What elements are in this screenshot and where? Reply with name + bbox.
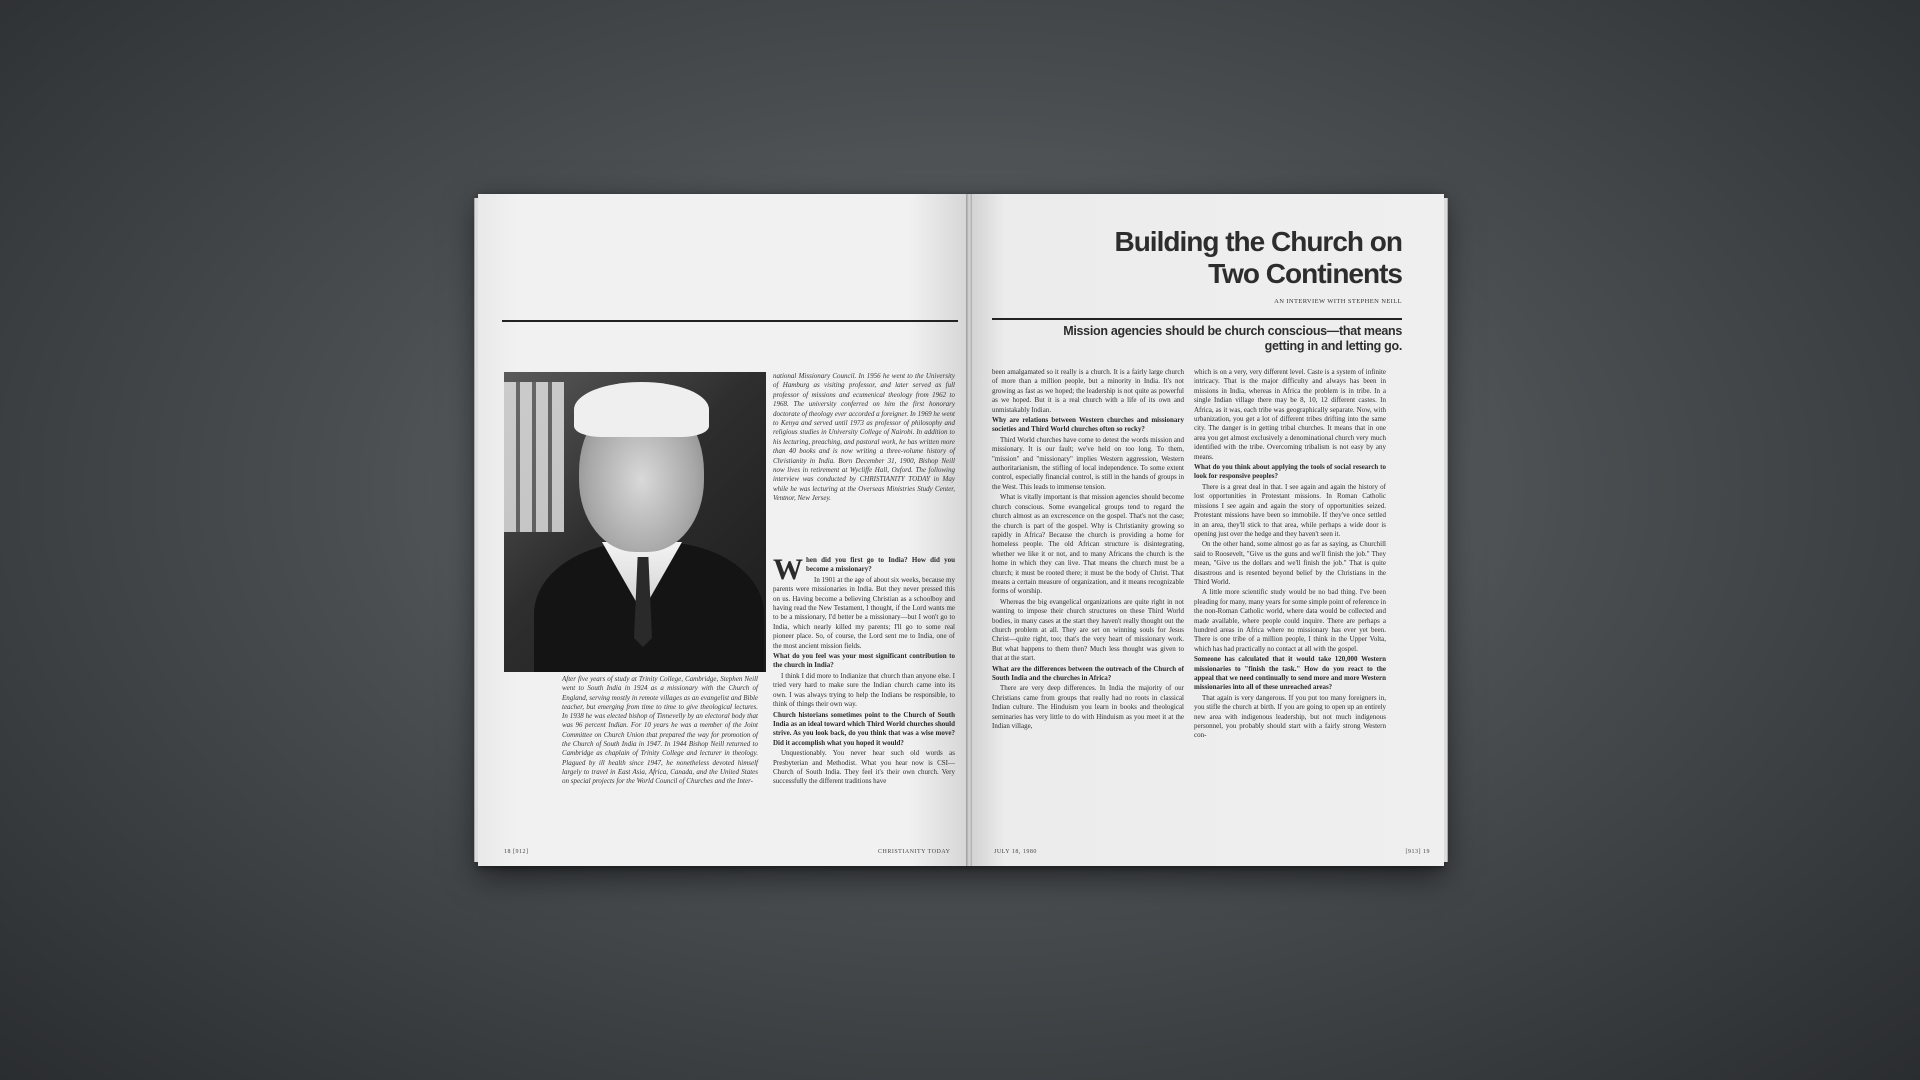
interview-column-3 [1194,368,1386,742]
folio-page-number-left: 18 [912] [504,849,529,855]
top-rule [502,320,958,322]
bookshelf [504,382,564,532]
question-5: What are the differences between the outreach of the Church of South India and the churches in Africa? [992,664,1184,682]
answer-5-continued: which is on a very, very different level. Caste is a system of infinite intricacy. That is the major difficulty and always has been in missions in India, whereas in Africa the problem is in tribe. In a single Indian village there may be 8, 10, 12 different castes. In Africa, as it was, each tribe was geographically separate. Now, with urbanization, you get a lot of different tribes drifting into the same city. The danger is in getting tribal churches. It means that in one area you get almost exclusively a denominational church very much identified with the tribe. Overcoming tribalism is not easy by any means. [1194,368,1386,461]
question-1 [773,553,955,586]
headline-line-2: Two Continents [1208,258,1402,289]
bio-column [773,372,955,505]
article-deck [1022,324,1402,354]
byline: AN INTERVIEW WITH STEPHEN NEILL [1274,298,1402,305]
interview-column-1 [773,553,955,788]
deck-line-1: Mission agencies should be church conscious—that means [1063,324,1402,338]
question-7: Someone has calculated that it would take 120,000 Western missionaries to "finish the task." How do you react to the appeal that we need continually to send more and more Western missionaries into all of these unreached areas? [1194,655,1386,692]
folio-magazine-name: CHRISTIANITY TODAY [878,849,951,855]
headline-line-1: Building the Church on [1114,226,1402,257]
answer-1: In 1901 at the age of about six weeks, because my parents were missionaries in India. But they never pressed this on us. Having become a believing Christian as a schoolboy and having read the New Testament, I thought, if the Lord wants me to be a missionary, I'd better be a missionary—but I won't go to India, which nearly killed my parents; I'll go to some real pioneer place. So, of course, the Lord sent me to India, one of the most ancient mission fields. [773,575,955,650]
question-4: Why are relations between Western churches and missionary societies and Third World churches often so rocky? [992,416,1184,434]
answer-2: I think I did more to Indianize that church than anyone else. I tried very hard to make sure the Indian church came into its own. I was always trying to help the Indians be responsible, to think of things their own way. [773,671,955,709]
answer-4: Third World churches have come to detest the words mission and missionary. It is our fault; we've held on too long. To them, "mission" and "missionary" implies Western aggression, Western authoritarianism, the stifling of local independence. To some extent control, especially financial control, is still in the hands of groups in the West. This leads to immense tension. [992,435,1184,491]
question-1-text: hen did you first go to India? How did you become a missionary? [806,556,955,574]
deck-line-2: getting in and letting go. [1264,339,1402,353]
answer-7: That again is very dangerous. If you put too many foreigners in, you stifle the church at birth. If you are going to open up an entirely new area with indigenous leadership, but not much indigenous personnel, you probably should start with a fairly strong Western con- [1194,693,1386,740]
portrait-hair [574,382,709,437]
answer-continued: been amalgamated so it really is a church. It is a fairly large church of more than a million people, but a minority in India. It's not growing as fast as we hoped; the leadership is not quite as powerful as we hoped. But it is a real church with a life of its own and unmistakably Indian. [992,368,1184,414]
question-3: Church historians sometimes point to the Church of South India as an ideal toward which Third World churches should strive. As you look back, do you think that was a wise move? Did it accomplish what you hoped it would? [773,710,955,747]
answer-6b: On the other hand, some almost go as far as saying, as Churchill said to Roosevelt, "Give us the guns and we'll finish the job." They mean, "Give us the dollars and we'll finish the job." That is quite disastrous and is resented beyond belief by the Christians in the Third World. [1194,540,1386,586]
article-headline [1022,226,1402,290]
folio-page-number-right: [913] 19 [1405,849,1430,855]
answer-3: Unquestionably. You never hear such old words as Presbyterian and Methodist. What you hear now is CSI—Church of South India. They feel it's their own church. Very successfully the different traditions have [773,749,955,786]
photo-caption: After five years of study at Trinity College, Cambridge, Stephen Neill went to South India in 1924 as a missionary with the Church of England, serving mostly in remote villages as an evangelist and Bible teacher, but emerging from time to time to give theological lectures. In 1938 he was elected bishop of Tinnevelly by an electoral body that was 96 percent Indian. For 10 years he was a member of the Joint Committee on Church Union that prepared the way for promotion of the Church of South India in 1947. In 1944 Bishop Neill returned to Cambridge as chaplain of Trinity College and lecturer in theology. Plagued by ill health since 1947, he nonetheless devoted himself largely to travel in East Asia, Africa, Canada, and the United States on special projects for the World Council of Churches and the Inter- [562,675,758,786]
answer-6: There is a great deal in that. I see again and again the history of lost opportunities in Protestant missions. In Roman Catholic missions I see again and again the story of opportunities seized. Protestant missions have been so immobile. If they've once settled in an area, they'll stick to that area, while perhaps a wide door is opening just over the hedge and they haven't seen it. [1194,482,1386,538]
answer-6c: A little more scientific study would be no bad thing. I've been pleading for many, many years for some simple point of reference in the non-Roman Catholic world, where data would be collected and made available, where people could inquire. There are perhaps a hundred areas in Africa where no missionary has ever yet been. There is one tribe of a million people, I think in the Upper Volta, which has had practically no contact at all with the gospel. [1194,588,1386,653]
drop-cap: W [773,553,803,586]
answer-4c: Whereas the big evangelical organizations are quite right in not wanting to impose their church structures on these Third World bodies, in many cases at the start they haven't really thought out the church problem at all. They are set on winning souls for Jesus Christ—quite right, too; that's the very heart of missionary work. But what happens to them then? Much less thought was given to that at the start. [992,597,1184,663]
magazine-spread [478,194,1444,866]
left-page [478,194,969,866]
interview-column-2 [992,368,1184,732]
answer-4b: What is vitally important is that mission agencies should become church conscious. Some evangelical groups tend to regard the church almost as an excrescence on the gospel. That's not the case; the church is part of the gospel. Why is Christianity growing so rapidly in Africa? Because the church is providing a home for homeless people. The old African structure is disintegrating, whether we like it or not, and to many Africans the church is the home in which they can live. That means the church must be a church; it must be rooted there; it must be the body of Christ. That means a certain measure of organization, and it means recognizable forms of worship. [992,493,1184,596]
folio-date: JULY 18, 1980 [994,849,1037,855]
question-2: What do you feel was your most significant contribution to the church in India? [773,652,955,670]
portrait-photo [504,372,766,672]
bio-text: national Missionary Council. In 1956 he went to the University of Hamburg as visiting professor, and later served as full professor of missions and ecumenical theology from 1962 to 1968. The university conferred on him the first honorary doctorate of theology ever accorded a foreigner. In 1969 he went to Kenya and served until 1973 as professor of philosophy and religious studies in University College of Nairobi. In addition to his lecturing, preaching, and pastoral work, he has written more than 40 books and is now writing a three-volume history of Christianity in India. Born December 31, 1900, Bishop Neill now lives in retirement at Wycliffe Hall, Oxford. The following interview was conducted by CHRISTIANITY TODAY in May while he was lecturing at the Overseas Ministries Study Center, Ventnor, New Jersey. [773,372,955,503]
right-page [972,194,1444,866]
answer-5: There are very deep differences. In India the majority of our Christians came from groups that really had no roots in classical Indian culture. The Hinduism you learn in books and theological seminaries has very little to do with Hinduism as you meet it at the Indian village, [992,684,1184,731]
question-6: What do you think about applying the tools of social research to look for responsive peoples? [1194,463,1386,481]
deck-rule [992,318,1402,320]
